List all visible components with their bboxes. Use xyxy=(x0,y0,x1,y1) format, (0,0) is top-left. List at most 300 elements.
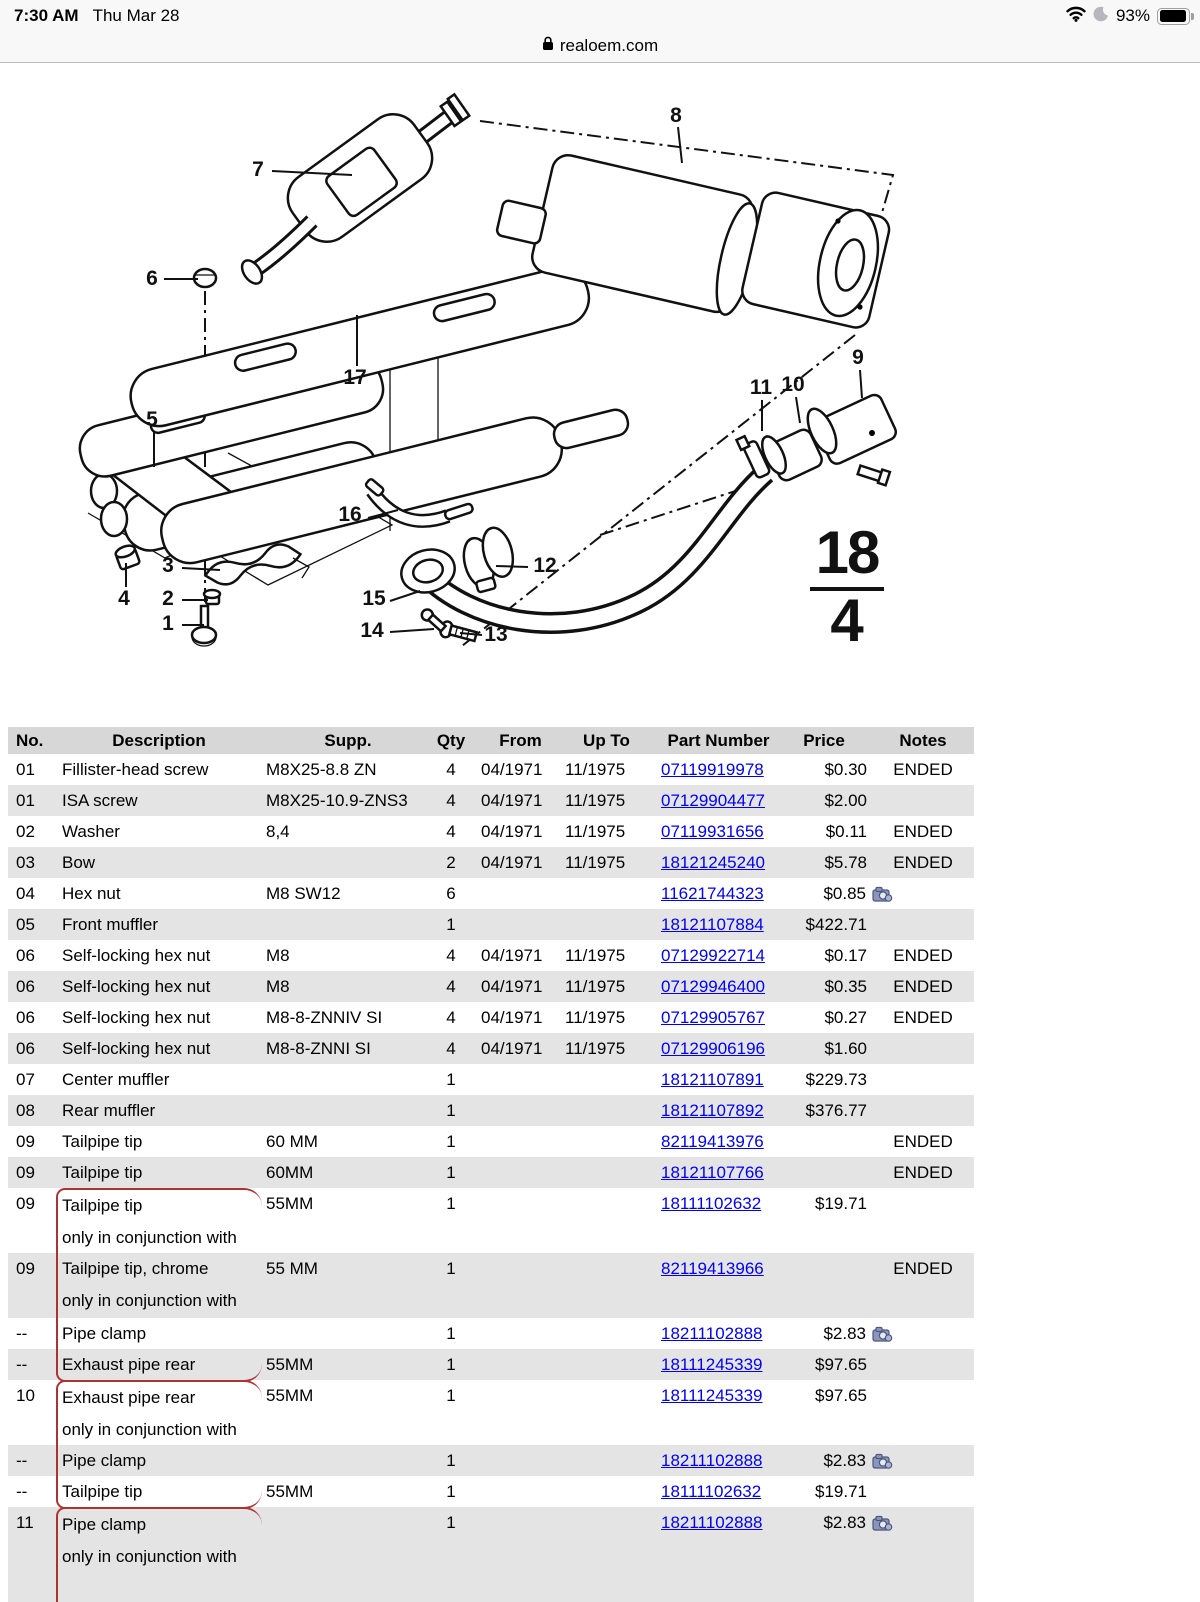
description-text: Tailpipe tip xyxy=(62,1132,143,1151)
cell-upto xyxy=(560,1064,648,1095)
cell-price xyxy=(776,1064,872,1095)
part-number-link[interactable]: 07129906196 xyxy=(661,1039,766,1058)
table-row xyxy=(8,816,974,847)
cell-description xyxy=(56,1126,262,1157)
part-callout-6: 6 xyxy=(146,267,158,290)
cell-upto xyxy=(560,1188,648,1254)
column-header-supp-: Supp. xyxy=(324,731,372,750)
cell-supp: M8 xyxy=(266,977,290,996)
cell-description xyxy=(56,1095,262,1126)
cell-price xyxy=(776,754,872,785)
price-text: $0.17 xyxy=(824,946,867,965)
cell-notes: ENDED xyxy=(893,822,953,841)
cell-upto xyxy=(560,909,648,940)
cell-description xyxy=(56,971,262,1002)
part-callout-1: 1 xyxy=(162,612,174,635)
cell-price xyxy=(776,816,872,847)
cell-price xyxy=(776,971,872,1002)
cell-notes: ENDED xyxy=(893,760,953,779)
cell-supp xyxy=(262,909,430,940)
address-bar[interactable] xyxy=(0,30,1200,61)
cell-no: -- xyxy=(16,1355,28,1374)
section-number-bottom: 4 xyxy=(830,587,864,654)
part-number-link[interactable]: 18121107891 xyxy=(661,1070,764,1089)
description-text: Exhaust pipe rear xyxy=(62,1388,196,1407)
price-text: $422.71 xyxy=(805,915,867,934)
diagram-line-art xyxy=(0,63,1200,713)
cell-price xyxy=(776,847,872,878)
description-text: Self-locking hex nut xyxy=(62,1008,211,1027)
description-text: Self-locking hex nut xyxy=(62,1039,211,1058)
cell-notes: ENDED xyxy=(893,1163,953,1182)
description-text: Tailpipe tip, chrome xyxy=(62,1259,209,1278)
part-number-link[interactable]: 82119413966 xyxy=(661,1259,764,1278)
cell-upto xyxy=(560,1349,648,1382)
cell-price xyxy=(776,1380,872,1446)
cell-no: 09 xyxy=(16,1194,35,1213)
cell-price xyxy=(776,1126,872,1157)
cell-qty: 4 xyxy=(446,822,456,841)
cell-no: 01 xyxy=(16,791,35,810)
cell-price xyxy=(776,909,872,940)
part-number-link[interactable]: 18111245339 xyxy=(661,1386,763,1405)
part-number-link[interactable]: 07129946400 xyxy=(661,977,766,996)
cell-part-number xyxy=(648,1380,776,1446)
part-callout-9: 9 xyxy=(852,346,864,369)
cell-upto xyxy=(560,1318,648,1349)
cell-description xyxy=(56,1318,262,1349)
part-number-link[interactable]: 82119413976 xyxy=(661,1132,764,1151)
cell-part-number xyxy=(648,1064,776,1095)
cell-supp xyxy=(262,1507,430,1602)
cell-description xyxy=(56,847,262,878)
cell-from xyxy=(472,1188,560,1254)
cell-from: 04/1971 xyxy=(481,822,543,841)
cell-notes xyxy=(872,1064,974,1095)
cell-upto: 11/1975 xyxy=(565,822,626,841)
table-row xyxy=(8,1445,974,1476)
cell-no: 08 xyxy=(16,1101,35,1120)
part-callout-13: 13 xyxy=(484,623,508,646)
description-subnote: only in conjunction with xyxy=(62,1420,237,1439)
cell-upto: 11/1975 xyxy=(565,853,626,872)
cell-upto xyxy=(560,1126,648,1157)
cell-part-number xyxy=(648,1002,776,1033)
column-header-qty: Qty xyxy=(436,731,466,750)
part-number-link[interactable]: 07129922714 xyxy=(661,946,766,965)
price-text: $229.73 xyxy=(805,1070,867,1089)
cell-part-number xyxy=(648,1349,776,1382)
cell-notes xyxy=(872,1476,974,1509)
price-text: $19.71 xyxy=(815,1482,867,1501)
part-number-link[interactable]: 18121107884 xyxy=(661,915,764,934)
cell-from: 04/1971 xyxy=(481,791,543,810)
part-number-link[interactable]: 18121107766 xyxy=(661,1163,764,1182)
cell-supp xyxy=(262,1064,430,1095)
cell-upto xyxy=(560,1253,648,1318)
part-number-link[interactable]: 18211102888 xyxy=(661,1451,763,1470)
cell-part-number xyxy=(648,1157,776,1188)
cell-from xyxy=(472,1476,560,1509)
price-text: $19.71 xyxy=(815,1194,867,1213)
cell-from xyxy=(472,878,560,909)
cell-no: 09 xyxy=(16,1163,35,1182)
cell-price xyxy=(776,1157,872,1188)
cell-qty: 6 xyxy=(446,884,456,903)
url-domain: realoem.com xyxy=(559,35,659,55)
cell-supp: M8 SW12 xyxy=(266,884,341,903)
description-subnote: only in conjunction with xyxy=(62,1291,237,1310)
cell-part-number xyxy=(648,1126,776,1157)
description-text: Self-locking hex nut xyxy=(62,946,211,965)
cell-notes xyxy=(872,1349,974,1382)
part-number-link[interactable]: 18111102632 xyxy=(661,1482,762,1501)
cell-supp: 60 MM xyxy=(266,1132,318,1151)
cell-no: 06 xyxy=(16,1008,35,1027)
table-row xyxy=(8,878,974,909)
price-text: $97.65 xyxy=(815,1386,867,1405)
cell-from: 04/1971 xyxy=(481,760,543,779)
cell-description xyxy=(56,754,262,785)
part-number-link[interactable]: 18111245339 xyxy=(661,1355,763,1374)
table-row xyxy=(8,909,974,940)
cell-notes xyxy=(872,909,974,940)
cell-no: 01 xyxy=(16,760,35,779)
table-row xyxy=(8,940,974,971)
cell-upto: 11/1975 xyxy=(565,760,626,779)
cell-upto: 11/1975 xyxy=(565,1039,626,1058)
price-text: $2.00 xyxy=(824,791,867,810)
cell-qty: 1 xyxy=(446,1513,456,1532)
part-callout-14: 14 xyxy=(360,619,384,642)
price-text: $0.11 xyxy=(825,822,867,841)
part-callout-8: 8 xyxy=(670,104,682,127)
cell-supp xyxy=(262,1318,430,1349)
cell-upto: 11/1975 xyxy=(565,946,626,965)
cell-part-number xyxy=(648,971,776,1002)
part-number-link[interactable]: 07129904477 xyxy=(661,791,766,810)
part-number-link[interactable]: 11621744323 xyxy=(661,884,764,903)
cell-upto xyxy=(560,1157,648,1188)
cell-part-number xyxy=(648,1318,776,1349)
cell-supp: 55MM xyxy=(266,1194,314,1213)
part-number-link[interactable]: 07129905767 xyxy=(661,1008,766,1027)
cell-description xyxy=(56,1064,262,1095)
description-text: Fillister-head screw xyxy=(62,760,209,779)
cell-description xyxy=(56,1380,262,1446)
cell-price xyxy=(776,1002,872,1033)
cell-price xyxy=(776,1253,872,1318)
cell-notes xyxy=(872,1318,974,1349)
cell-supp xyxy=(262,847,430,878)
part-callout-12: 12 xyxy=(533,554,557,577)
diagram-section-number xyxy=(806,519,888,654)
cell-upto: 11/1975 xyxy=(565,977,626,996)
cell-qty: 4 xyxy=(446,1008,456,1027)
cell-supp: 55MM xyxy=(266,1386,314,1405)
cell-from: 04/1971 xyxy=(481,853,543,872)
cell-from xyxy=(472,1157,560,1188)
price-text: $97.65 xyxy=(815,1355,867,1374)
cell-no: 07 xyxy=(16,1070,35,1089)
exhaust-parts-diagram xyxy=(0,63,1200,713)
cell-supp: 55MM xyxy=(266,1482,314,1501)
cell-supp: 55MM xyxy=(266,1355,314,1374)
cell-no: -- xyxy=(16,1324,28,1343)
cell-qty: 1 xyxy=(446,1132,456,1151)
cell-price xyxy=(776,1445,872,1476)
cell-from: 04/1971 xyxy=(481,1039,543,1058)
cell-part-number xyxy=(648,1445,776,1476)
table-row xyxy=(8,847,974,878)
cell-price xyxy=(776,1188,872,1254)
battery-icon xyxy=(1157,8,1190,25)
table-row xyxy=(8,1095,974,1126)
cell-no: 06 xyxy=(16,977,35,996)
cell-part-number xyxy=(648,1476,776,1509)
part-number-link[interactable]: 07119931656 xyxy=(661,822,764,841)
cell-from xyxy=(472,1349,560,1382)
part-callout-17: 17 xyxy=(343,366,367,389)
table-row xyxy=(8,971,974,1002)
table-header-row xyxy=(8,727,974,754)
status-bar xyxy=(0,0,1200,30)
cell-qty: 4 xyxy=(446,977,456,996)
cell-description xyxy=(56,878,262,909)
part-callout-5: 5 xyxy=(146,408,158,431)
cell-notes xyxy=(872,1507,974,1602)
cell-supp xyxy=(262,1445,430,1476)
table-row xyxy=(8,1253,974,1318)
price-text: $0.35 xyxy=(824,977,867,996)
cell-no: 03 xyxy=(16,853,35,872)
part-callout-11: 11 xyxy=(749,376,773,399)
cell-supp: 8,4 xyxy=(266,822,290,841)
table-row xyxy=(8,1126,974,1157)
description-text: Pipe clamp xyxy=(62,1515,147,1534)
cell-qty: 1 xyxy=(446,1259,456,1278)
part-number-link[interactable]: 18111102632 xyxy=(661,1194,762,1213)
cell-description xyxy=(56,1445,262,1476)
description-text: ISA screw xyxy=(62,791,138,810)
cell-qty: 1 xyxy=(446,1355,456,1374)
table-row xyxy=(8,1507,974,1602)
cell-upto: 11/1975 xyxy=(565,791,626,810)
cell-no: 02 xyxy=(16,822,35,841)
cell-notes xyxy=(872,1445,974,1476)
part-callout-15: 15 xyxy=(362,587,386,610)
cell-part-number xyxy=(648,785,776,816)
table-row xyxy=(8,1380,974,1445)
price-text: $376.77 xyxy=(805,1101,867,1120)
cell-description xyxy=(56,1253,262,1318)
price-text: $5.78 xyxy=(824,853,867,872)
cell-part-number xyxy=(648,754,776,785)
description-text: Hex nut xyxy=(62,884,121,903)
description-text: Pipe clamp xyxy=(62,1451,147,1470)
cell-supp: M8-8-ZNNI SI xyxy=(266,1039,371,1058)
cell-part-number xyxy=(648,1033,776,1064)
cell-notes: ENDED xyxy=(893,1259,953,1278)
cell-supp: M8 xyxy=(266,946,290,965)
cell-part-number xyxy=(648,940,776,971)
cell-from: 04/1971 xyxy=(481,946,543,965)
cell-qty: 4 xyxy=(446,1039,456,1058)
cell-qty: 1 xyxy=(446,1070,456,1089)
cell-price xyxy=(776,1095,872,1126)
cell-price xyxy=(776,1476,872,1509)
cell-description xyxy=(56,1349,262,1382)
cell-no: 05 xyxy=(16,915,35,934)
cell-from xyxy=(472,1253,560,1318)
cell-from xyxy=(472,1445,560,1476)
part-callout-10: 10 xyxy=(781,373,805,396)
cell-part-number xyxy=(648,1507,776,1602)
description-subnote: only in conjunction with xyxy=(62,1228,237,1247)
cell-qty: 4 xyxy=(446,760,456,779)
cell-supp: M8X25-8.8 ZN xyxy=(266,760,377,779)
description-text: Exhaust pipe rear xyxy=(62,1355,196,1374)
cell-upto xyxy=(560,1445,648,1476)
cell-from xyxy=(472,1318,560,1349)
cell-notes xyxy=(872,1095,974,1126)
cell-notes xyxy=(872,1188,974,1254)
price-text: $2.83 xyxy=(823,1513,866,1532)
cell-no: 11 xyxy=(16,1513,34,1532)
part-number-link[interactable]: 18121245240 xyxy=(661,853,766,872)
status-date: Thu Mar 28 xyxy=(92,6,180,25)
cell-description xyxy=(56,940,262,971)
description-text: Bow xyxy=(62,853,96,872)
cell-notes: ENDED xyxy=(893,977,953,996)
price-text: $0.30 xyxy=(824,760,867,779)
cell-price xyxy=(776,1318,872,1349)
cell-part-number xyxy=(648,816,776,847)
browser-chrome xyxy=(0,0,1200,63)
price-text: $0.27 xyxy=(824,1008,867,1027)
page-content xyxy=(0,63,1200,1602)
cell-qty: 2 xyxy=(446,853,456,872)
price-text: $2.83 xyxy=(823,1324,866,1343)
cell-part-number xyxy=(648,1253,776,1318)
column-header-part-number: Part Number xyxy=(667,731,770,750)
part-callout-7: 7 xyxy=(252,158,264,181)
cell-supp: M8X25-10.9-ZNS3 xyxy=(266,791,408,810)
cell-description xyxy=(56,1188,262,1254)
parts-table xyxy=(8,727,974,1602)
status-time: 7:30 AM xyxy=(14,6,79,25)
cell-price xyxy=(776,878,872,909)
price-text: $0.85 xyxy=(823,884,866,903)
part-number-link[interactable]: 07119919978 xyxy=(661,760,764,779)
cell-no: -- xyxy=(16,1451,28,1470)
cell-part-number xyxy=(648,847,776,878)
cell-qty: 1 xyxy=(446,1386,456,1405)
cell-notes xyxy=(872,785,974,816)
section-number-top: 18 xyxy=(815,519,879,586)
part-callout-4: 4 xyxy=(118,587,130,610)
description-subnote: only in conjunction with xyxy=(62,1547,237,1566)
table-row xyxy=(8,1002,974,1033)
part-number-link[interactable]: 18121107892 xyxy=(661,1101,764,1120)
cell-no: 10 xyxy=(16,1386,35,1405)
part-number-link[interactable]: 18211102888 xyxy=(661,1513,763,1532)
cell-upto xyxy=(560,1476,648,1509)
table-row xyxy=(8,1188,974,1253)
description-text: Pipe clamp xyxy=(62,1324,147,1343)
cell-no: 09 xyxy=(16,1132,35,1151)
cell-notes: ENDED xyxy=(893,1008,953,1027)
table-row xyxy=(8,1349,974,1380)
cell-qty: 1 xyxy=(446,1101,456,1120)
cell-notes: ENDED xyxy=(893,946,953,965)
table-row xyxy=(8,1033,974,1064)
cell-from: 04/1971 xyxy=(481,977,543,996)
wifi-icon xyxy=(1066,6,1086,27)
description-text: Tailpipe tip xyxy=(62,1196,143,1215)
cell-description xyxy=(56,785,262,816)
cell-qty: 1 xyxy=(446,1163,456,1182)
cell-qty: 1 xyxy=(446,1194,456,1213)
cell-no: -- xyxy=(16,1482,28,1501)
cell-price xyxy=(776,940,872,971)
cell-description xyxy=(56,816,262,847)
cell-qty: 1 xyxy=(446,1482,456,1501)
cell-price xyxy=(776,785,872,816)
cell-description xyxy=(56,1033,262,1064)
cell-no: 06 xyxy=(16,946,35,965)
do-not-disturb-moon-icon xyxy=(1093,6,1109,27)
cell-from xyxy=(472,1126,560,1157)
cell-qty: 4 xyxy=(446,791,456,810)
column-header-no-: No. xyxy=(16,731,44,750)
cell-from: 04/1971 xyxy=(481,1008,543,1027)
cell-price xyxy=(776,1033,872,1064)
table-row xyxy=(8,785,974,816)
description-text: Front muffler xyxy=(62,915,159,934)
cell-qty: 4 xyxy=(446,946,456,965)
lock-icon xyxy=(542,36,554,56)
cell-no: 06 xyxy=(16,1039,35,1058)
table-row xyxy=(8,1157,974,1188)
table-row xyxy=(8,754,974,785)
description-text: Center muffler xyxy=(62,1070,170,1089)
cell-upto xyxy=(560,878,648,909)
cell-notes xyxy=(872,1380,974,1446)
cell-from xyxy=(472,1380,560,1446)
cell-from xyxy=(472,909,560,940)
column-header-description: Description xyxy=(112,731,206,750)
part-callout-2: 2 xyxy=(162,587,174,610)
part-callout-3: 3 xyxy=(162,554,174,577)
cell-notes xyxy=(872,878,974,909)
cell-notes xyxy=(872,1033,974,1064)
cell-price xyxy=(776,1349,872,1382)
part-callout-16: 16 xyxy=(338,503,362,526)
battery-percent-label: 93% xyxy=(1115,6,1150,25)
cell-qty: 1 xyxy=(446,1451,456,1470)
description-text: Tailpipe tip xyxy=(62,1163,143,1182)
part-number-link[interactable]: 18211102888 xyxy=(661,1324,763,1343)
column-header-price: Price xyxy=(803,731,845,750)
cell-part-number xyxy=(648,909,776,940)
cell-upto: 11/1975 xyxy=(565,1008,626,1027)
cell-supp: M8-8-ZNNIV SI xyxy=(266,1008,383,1027)
cell-supp: 60MM xyxy=(266,1163,314,1182)
cell-price xyxy=(776,1507,872,1602)
table-row xyxy=(8,1064,974,1095)
cell-no: 04 xyxy=(16,884,35,903)
